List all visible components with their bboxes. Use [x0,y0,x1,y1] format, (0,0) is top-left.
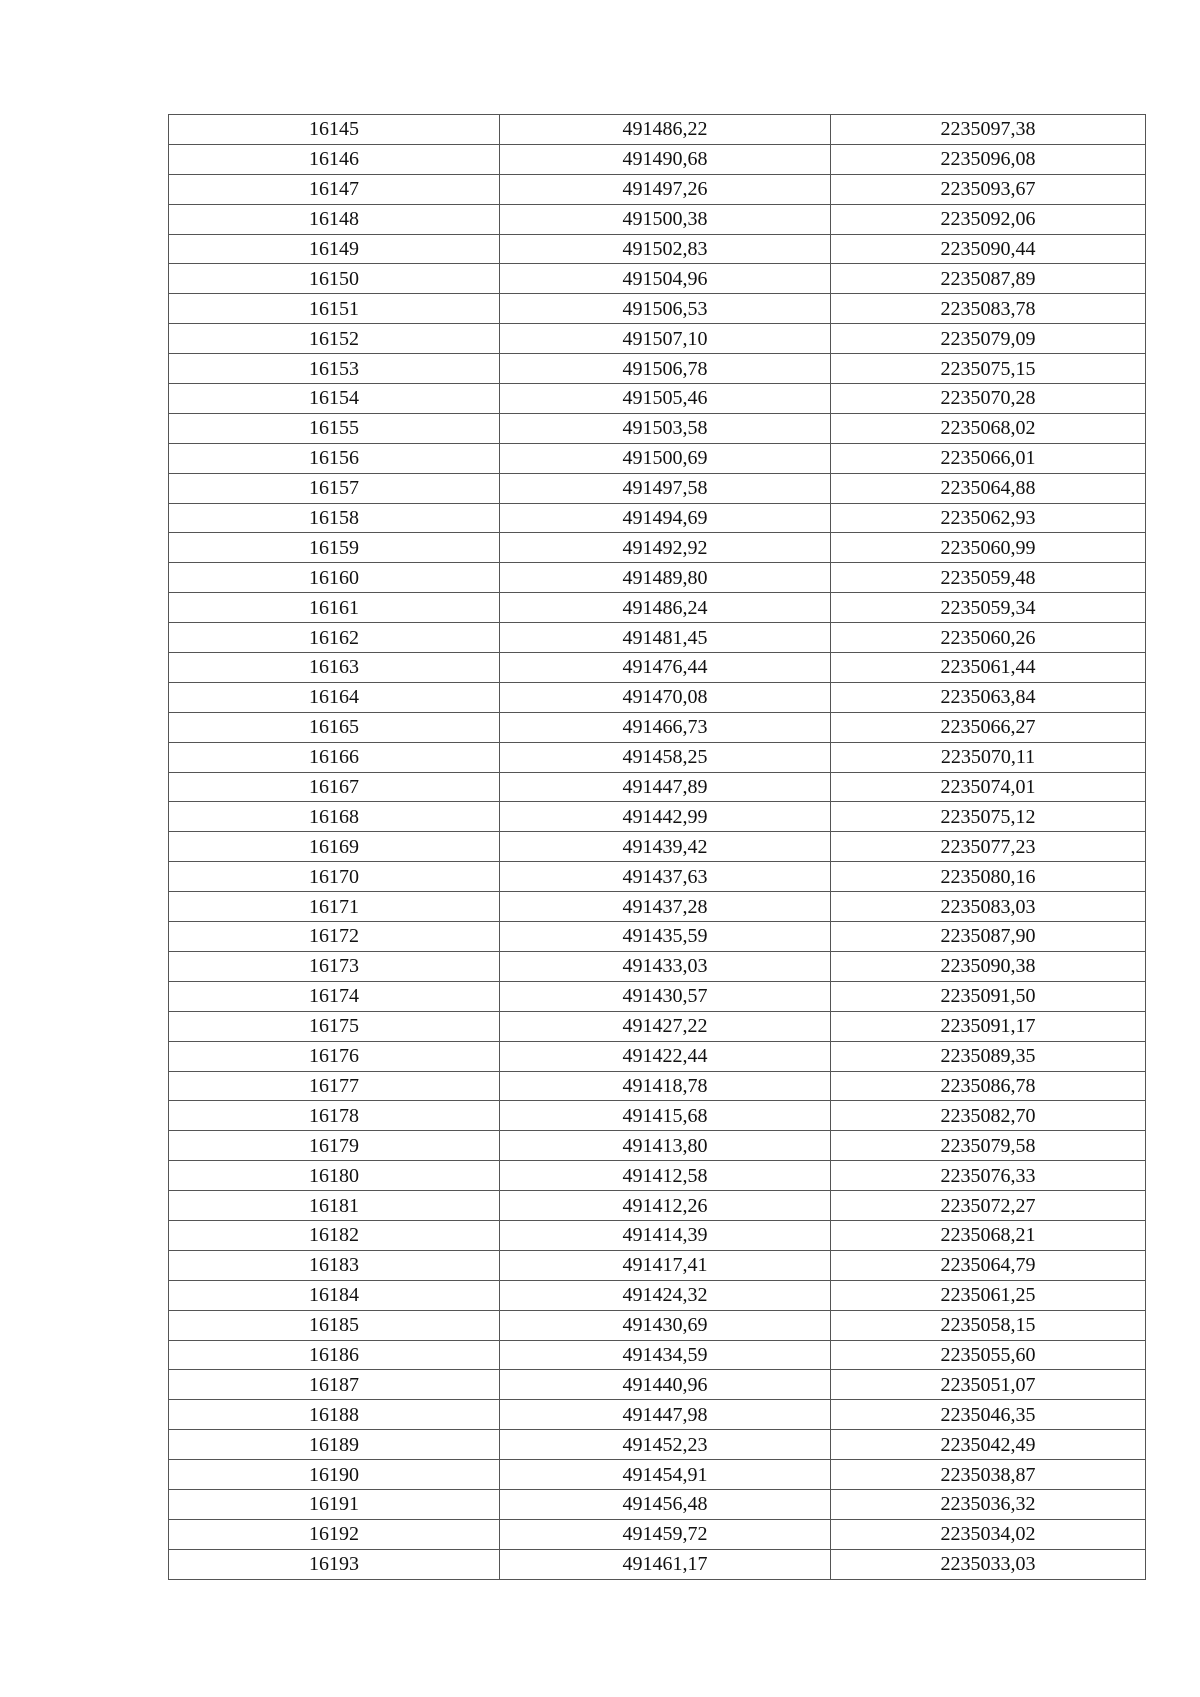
point-number-cell: 16161 [169,593,500,623]
y-coordinate-cell: 2235051,07 [831,1370,1146,1400]
x-coordinate-cell: 491459,72 [500,1519,831,1549]
table-row [169,1011,1146,1041]
x-coordinate-cell: 491437,28 [500,892,831,922]
point-number-cell: 16167 [169,772,500,802]
point-number-cell: 16170 [169,862,500,892]
y-coordinate-cell: 2235070,11 [831,742,1146,772]
y-coordinate-cell: 2235033,03 [831,1549,1146,1579]
point-number-cell: 16163 [169,653,500,683]
table-row [169,144,1146,174]
x-coordinate-cell: 491502,83 [500,234,831,264]
point-number-cell: 16174 [169,981,500,1011]
x-coordinate-cell: 491430,57 [500,981,831,1011]
y-coordinate-cell: 2235064,88 [831,473,1146,503]
point-number-cell: 16160 [169,563,500,593]
point-number-cell: 16181 [169,1191,500,1221]
x-coordinate-cell: 491442,99 [500,802,831,832]
table-row [169,1340,1146,1370]
x-coordinate-cell: 491452,23 [500,1430,831,1460]
y-coordinate-cell: 2235061,44 [831,653,1146,683]
y-coordinate-cell: 2235034,02 [831,1519,1146,1549]
table-row [169,503,1146,533]
y-coordinate-cell: 2235082,70 [831,1101,1146,1131]
y-coordinate-cell: 2235060,26 [831,623,1146,653]
table-row [169,712,1146,742]
point-number-cell: 16180 [169,1161,500,1191]
y-coordinate-cell: 2235089,35 [831,1041,1146,1071]
point-number-cell: 16156 [169,443,500,473]
point-number-cell: 16193 [169,1549,500,1579]
point-number-cell: 16187 [169,1370,500,1400]
table-row [169,443,1146,473]
x-coordinate-cell: 491461,17 [500,1549,831,1579]
x-coordinate-cell: 491437,63 [500,862,831,892]
x-coordinate-cell: 491434,59 [500,1340,831,1370]
point-number-cell: 16154 [169,384,500,414]
point-number-cell: 16192 [169,1519,500,1549]
table-row [169,174,1146,204]
y-coordinate-cell: 2235072,27 [831,1191,1146,1221]
table-row [169,1430,1146,1460]
x-coordinate-cell: 491447,98 [500,1400,831,1430]
point-number-cell: 16159 [169,533,500,563]
y-coordinate-cell: 2235074,01 [831,772,1146,802]
y-coordinate-cell: 2235091,17 [831,1011,1146,1041]
table-row [169,742,1146,772]
table-row [169,1460,1146,1490]
table-row [169,264,1146,294]
y-coordinate-cell: 2235066,01 [831,443,1146,473]
y-coordinate-cell: 2235068,02 [831,413,1146,443]
point-number-cell: 16184 [169,1280,500,1310]
point-number-cell: 16172 [169,922,500,952]
table-row [169,951,1146,981]
x-coordinate-cell: 491503,58 [500,413,831,443]
x-coordinate-cell: 491489,80 [500,563,831,593]
y-coordinate-cell: 2235061,25 [831,1280,1146,1310]
table-row [169,1549,1146,1579]
x-coordinate-cell: 491430,69 [500,1310,831,1340]
x-coordinate-cell: 491447,89 [500,772,831,802]
x-coordinate-cell: 491414,39 [500,1220,831,1250]
table-row [169,115,1146,145]
x-coordinate-cell: 491433,03 [500,951,831,981]
table-row [169,772,1146,802]
point-number-cell: 16183 [169,1250,500,1280]
y-coordinate-cell: 2235091,50 [831,981,1146,1011]
point-number-cell: 16146 [169,144,500,174]
table-row [169,294,1146,324]
point-number-cell: 16175 [169,1011,500,1041]
y-coordinate-cell: 2235097,38 [831,115,1146,145]
y-coordinate-cell: 2235090,38 [831,951,1146,981]
x-coordinate-cell: 491422,44 [500,1041,831,1071]
x-coordinate-cell: 491440,96 [500,1370,831,1400]
x-coordinate-cell: 491456,48 [500,1489,831,1519]
table-row [169,1370,1146,1400]
point-number-cell: 16179 [169,1131,500,1161]
y-coordinate-cell: 2235079,58 [831,1131,1146,1161]
table-row [169,1131,1146,1161]
point-number-cell: 16176 [169,1041,500,1071]
table-row [169,1161,1146,1191]
point-number-cell: 16178 [169,1101,500,1131]
table-row [169,473,1146,503]
table-row [169,413,1146,443]
point-number-cell: 16173 [169,951,500,981]
x-coordinate-cell: 491500,38 [500,204,831,234]
x-coordinate-cell: 491492,92 [500,533,831,563]
y-coordinate-cell: 2235062,93 [831,503,1146,533]
x-coordinate-cell: 491418,78 [500,1071,831,1101]
y-coordinate-cell: 2235087,89 [831,264,1146,294]
point-number-cell: 16189 [169,1430,500,1460]
table-row [169,653,1146,683]
x-coordinate-cell: 491424,32 [500,1280,831,1310]
y-coordinate-cell: 2235063,84 [831,682,1146,712]
table-row [169,1250,1146,1280]
x-coordinate-cell: 491497,26 [500,174,831,204]
x-coordinate-cell: 491504,96 [500,264,831,294]
table-row [169,204,1146,234]
point-number-cell: 16145 [169,115,500,145]
y-coordinate-cell: 2235076,33 [831,1161,1146,1191]
table-row [169,862,1146,892]
y-coordinate-cell: 2235060,99 [831,533,1146,563]
x-coordinate-cell: 491470,08 [500,682,831,712]
x-coordinate-cell: 491497,58 [500,473,831,503]
point-number-cell: 16158 [169,503,500,533]
point-number-cell: 16177 [169,1071,500,1101]
table-row [169,354,1146,384]
table-row [169,234,1146,264]
x-coordinate-cell: 491427,22 [500,1011,831,1041]
table-row [169,563,1146,593]
x-coordinate-cell: 491507,10 [500,324,831,354]
coordinates-table [168,114,1146,1580]
x-coordinate-cell: 491505,46 [500,384,831,414]
y-coordinate-cell: 2235092,06 [831,204,1146,234]
point-number-cell: 16169 [169,832,500,862]
table-row [169,593,1146,623]
x-coordinate-cell: 491412,58 [500,1161,831,1191]
y-coordinate-cell: 2235096,08 [831,144,1146,174]
x-coordinate-cell: 491458,25 [500,742,831,772]
y-coordinate-cell: 2235090,44 [831,234,1146,264]
point-number-cell: 16185 [169,1310,500,1340]
table-row [169,832,1146,862]
table-row [169,1280,1146,1310]
table-row [169,533,1146,563]
y-coordinate-cell: 2235087,90 [831,922,1146,952]
y-coordinate-cell: 2235080,16 [831,862,1146,892]
point-number-cell: 16153 [169,354,500,384]
point-number-cell: 16191 [169,1489,500,1519]
y-coordinate-cell: 2235083,78 [831,294,1146,324]
y-coordinate-cell: 2235075,15 [831,354,1146,384]
x-coordinate-cell: 491435,59 [500,922,831,952]
x-coordinate-cell: 491506,78 [500,354,831,384]
table-row [169,981,1146,1011]
table-row [169,324,1146,354]
x-coordinate-cell: 491439,42 [500,832,831,862]
y-coordinate-cell: 2235036,32 [831,1489,1146,1519]
x-coordinate-cell: 491454,91 [500,1460,831,1490]
y-coordinate-cell: 2235075,12 [831,802,1146,832]
point-number-cell: 16166 [169,742,500,772]
table-row [169,1191,1146,1221]
point-number-cell: 16168 [169,802,500,832]
y-coordinate-cell: 2235064,79 [831,1250,1146,1280]
table-row [169,384,1146,414]
point-number-cell: 16155 [169,413,500,443]
y-coordinate-cell: 2235068,21 [831,1220,1146,1250]
table-row [169,892,1146,922]
table-row [169,1101,1146,1131]
table-row [169,1310,1146,1340]
point-number-cell: 16148 [169,204,500,234]
x-coordinate-cell: 491413,80 [500,1131,831,1161]
x-coordinate-cell: 491500,69 [500,443,831,473]
table-row [169,1041,1146,1071]
x-coordinate-cell: 491494,69 [500,503,831,533]
x-coordinate-cell: 491466,73 [500,712,831,742]
table-row [169,1071,1146,1101]
x-coordinate-cell: 491486,24 [500,593,831,623]
table-row [169,1519,1146,1549]
y-coordinate-cell: 2235046,35 [831,1400,1146,1430]
y-coordinate-cell: 2235038,87 [831,1460,1146,1490]
table-row [169,623,1146,653]
y-coordinate-cell: 2235086,78 [831,1071,1146,1101]
point-number-cell: 16165 [169,712,500,742]
x-coordinate-cell: 491490,68 [500,144,831,174]
point-number-cell: 16188 [169,1400,500,1430]
point-number-cell: 16147 [169,174,500,204]
table-row [169,1400,1146,1430]
point-number-cell: 16171 [169,892,500,922]
point-number-cell: 16149 [169,234,500,264]
x-coordinate-cell: 491476,44 [500,653,831,683]
table-row [169,682,1146,712]
x-coordinate-cell: 491417,41 [500,1250,831,1280]
point-number-cell: 16182 [169,1220,500,1250]
point-number-cell: 16157 [169,473,500,503]
x-coordinate-cell: 491481,45 [500,623,831,653]
point-number-cell: 16186 [169,1340,500,1370]
y-coordinate-cell: 2235077,23 [831,832,1146,862]
point-number-cell: 16150 [169,264,500,294]
point-number-cell: 16151 [169,294,500,324]
y-coordinate-cell: 2235059,34 [831,593,1146,623]
y-coordinate-cell: 2235070,28 [831,384,1146,414]
point-number-cell: 16162 [169,623,500,653]
y-coordinate-cell: 2235079,09 [831,324,1146,354]
point-number-cell: 16164 [169,682,500,712]
table-row [169,1220,1146,1250]
y-coordinate-cell: 2235059,48 [831,563,1146,593]
y-coordinate-cell: 2235042,49 [831,1430,1146,1460]
point-number-cell: 16190 [169,1460,500,1490]
y-coordinate-cell: 2235055,60 [831,1340,1146,1370]
y-coordinate-cell: 2235083,03 [831,892,1146,922]
table-row [169,1489,1146,1519]
point-number-cell: 16152 [169,324,500,354]
x-coordinate-cell: 491412,26 [500,1191,831,1221]
y-coordinate-cell: 2235093,67 [831,174,1146,204]
table-row [169,802,1146,832]
x-coordinate-cell: 491486,22 [500,115,831,145]
y-coordinate-cell: 2235066,27 [831,712,1146,742]
y-coordinate-cell: 2235058,15 [831,1310,1146,1340]
table-row [169,922,1146,952]
x-coordinate-cell: 491506,53 [500,294,831,324]
x-coordinate-cell: 491415,68 [500,1101,831,1131]
coordinates-table-body [169,115,1146,1580]
